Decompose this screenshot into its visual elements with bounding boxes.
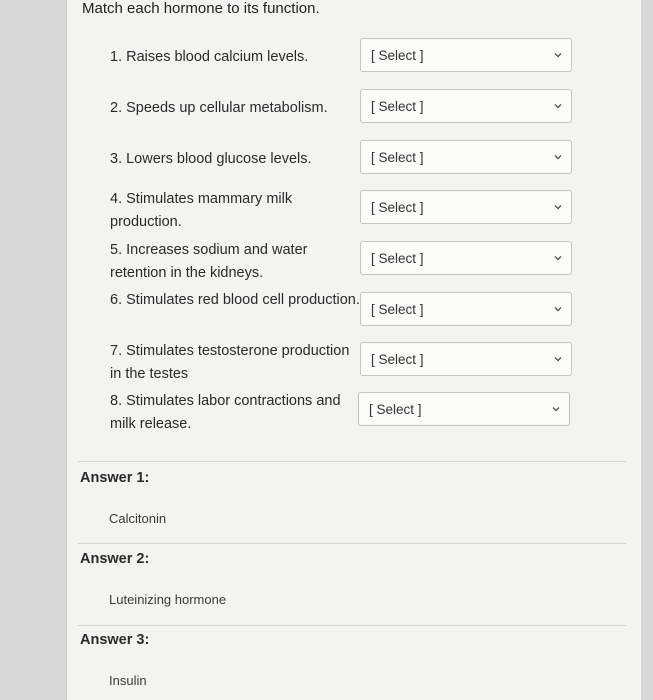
select-value-1: [ Select ]: [371, 47, 424, 63]
divider: [78, 543, 626, 544]
question-label-3: 3. Lowers blood glucose levels.: [110, 151, 312, 167]
select-dropdown-6[interactable]: [360, 292, 572, 326]
select-dropdown-5[interactable]: [360, 241, 572, 275]
select-value-2: [ Select ]: [371, 98, 424, 114]
answer-value-2: Luteinizing hormone: [109, 592, 227, 607]
question-label-7: 7. Stimulates testosterone production in the testes: [110, 343, 350, 382]
select-value-8: [ Select ]: [369, 401, 422, 417]
select-value-5: [ Select ]: [371, 250, 424, 266]
chevron-down-icon: [553, 202, 563, 212]
question-label-6: 6. Stimulates red blood cell production.: [110, 292, 360, 308]
divider: [78, 461, 626, 462]
select-value-6: [ Select ]: [371, 301, 424, 317]
select-dropdown-4[interactable]: [360, 190, 572, 224]
chevron-down-icon: [553, 152, 563, 162]
chevron-down-icon: [553, 50, 563, 60]
select-value-3: [ Select ]: [371, 149, 424, 165]
answer-value-1: Calcitonin: [109, 511, 167, 526]
answer-label-1: Answer 1:: [80, 470, 150, 486]
question-label-2: 2. Speeds up cellular metabolism.: [110, 100, 328, 116]
select-dropdown-1[interactable]: [360, 38, 572, 72]
question-label-8: 8. Stimulates labor contractions and milk release.: [110, 393, 341, 432]
chevron-down-icon: [553, 253, 563, 263]
question-label-1: 1. Raises blood calcium levels.: [110, 49, 309, 65]
select-dropdown-7[interactable]: [360, 342, 572, 376]
answer-label-3: Answer 3:: [80, 632, 150, 648]
select-dropdown-8[interactable]: [358, 392, 570, 426]
question-prompt: Match each hormone to its function.: [82, 0, 320, 17]
answer-value-3: Insulin: [109, 673, 147, 688]
select-dropdown-2[interactable]: [360, 89, 572, 123]
question-label-5: 5. Increases sodium and water retention in the kidneys.: [110, 242, 308, 281]
answer-label-2: Answer 2:: [80, 551, 150, 567]
chevron-down-icon: [553, 354, 563, 364]
select-dropdown-3[interactable]: [360, 140, 572, 174]
chevron-down-icon: [553, 304, 563, 314]
select-value-7: [ Select ]: [371, 351, 424, 367]
question-label-4: 4. Stimulates mammary milk production.: [110, 191, 293, 230]
divider: [78, 625, 626, 626]
chevron-down-icon: [551, 404, 561, 414]
chevron-down-icon: [553, 101, 563, 111]
select-value-4: [ Select ]: [371, 199, 424, 215]
